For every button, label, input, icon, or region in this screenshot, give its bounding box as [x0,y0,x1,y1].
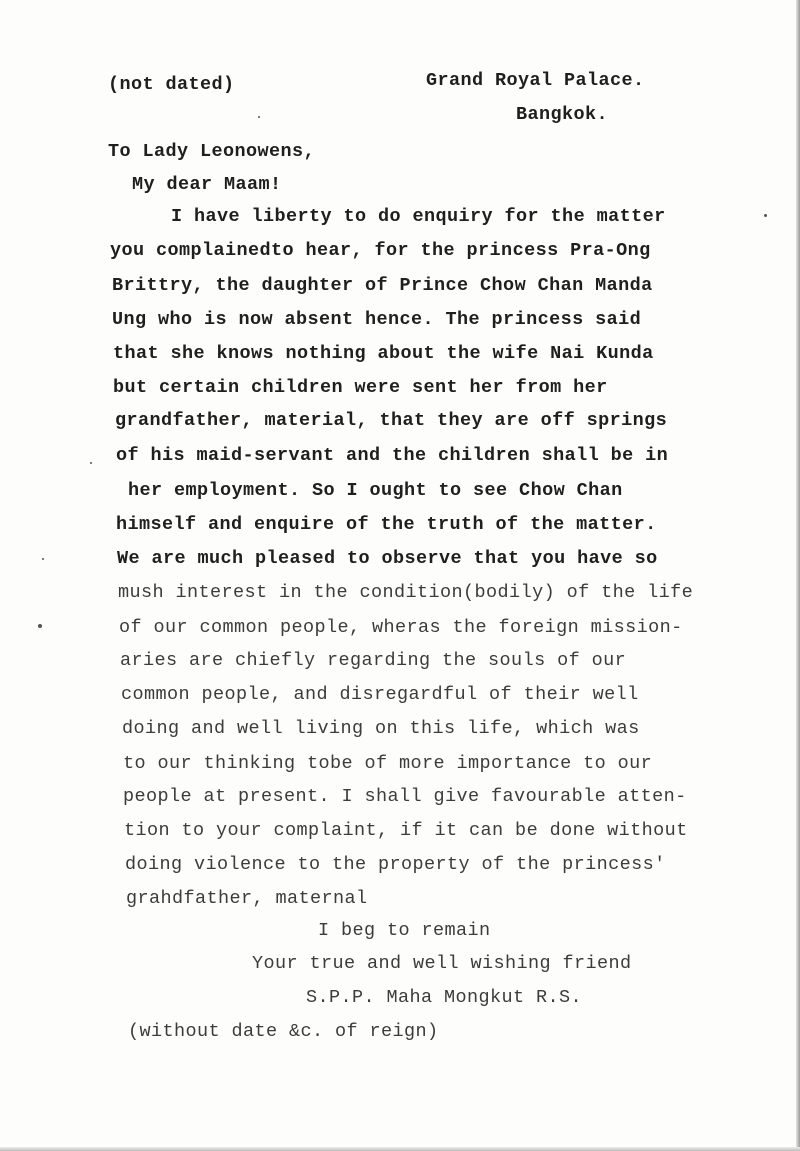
margin-speck [42,558,44,560]
postscript-line: (without date &c. of reign) [128,1021,439,1042]
body-line-2: you complainedto hear, for the princess Pra-Ong [110,240,651,261]
body-line-17: to our thinking tobe of more importance to our [123,753,653,774]
address-line-1: Grand Royal Palace. [426,70,645,91]
body-line-18: people at present. I shall give favourable atten- [123,786,687,807]
margin-speck [38,624,42,628]
body-line-19: tion to your complaint, if it can be done without [124,820,688,841]
margin-speck [764,214,767,217]
body-line-21: grahdfather, maternal [126,888,368,909]
body-line-5: that she knows nothing about the wife Nai Kunda [113,343,654,364]
recipient-line: To Lady Leonowens, [108,141,316,162]
body-line-13: of our common people, wheras the foreign mission- [119,617,683,638]
salutation-line: My dear Maam! [132,174,282,195]
page-edge-bottom [0,1147,800,1151]
body-line-8: of his maid-servant and the children shall be in [116,445,669,466]
closing-line-2: Your true and well wishing friend [252,953,632,974]
body-line-20: doing violence to the property of the princess' [125,854,666,875]
body-line-16: doing and well living on this life, which was [122,718,640,739]
body-line-12: mush interest in the condition(bodily) of the life [118,582,694,603]
body-line-6: but certain children were sent her from her [113,377,608,398]
body-line-9: her employment. So I ought to see Chow Chan [128,480,623,501]
address-line-2: Bangkok. [516,104,609,125]
body-line-1: I have liberty to do enquiry for the matter [171,206,666,227]
body-line-3: Brittry, the daughter of Prince Chow Chan Manda [112,275,653,296]
body-line-14: aries are chiefly regarding the souls of our [120,650,627,671]
body-line-15: common people, and disregardful of their well [121,684,639,705]
body-line-7: grandfather, material, that they are off springs [115,410,668,431]
margin-speck [90,462,92,464]
signature-line: S.P.P. Maha Mongkut R.S. [306,987,583,1008]
date-note: (not dated) [108,74,235,95]
closing-line-1: I beg to remain [318,920,491,941]
page-edge-right [796,0,800,1151]
margin-speck [258,116,260,118]
body-line-10: himself and enquire of the truth of the matter. [116,514,657,535]
body-line-4: Ung who is now absent hence. The princess said [112,309,642,330]
body-line-11: We are much pleased to observe that you have so [117,548,658,569]
